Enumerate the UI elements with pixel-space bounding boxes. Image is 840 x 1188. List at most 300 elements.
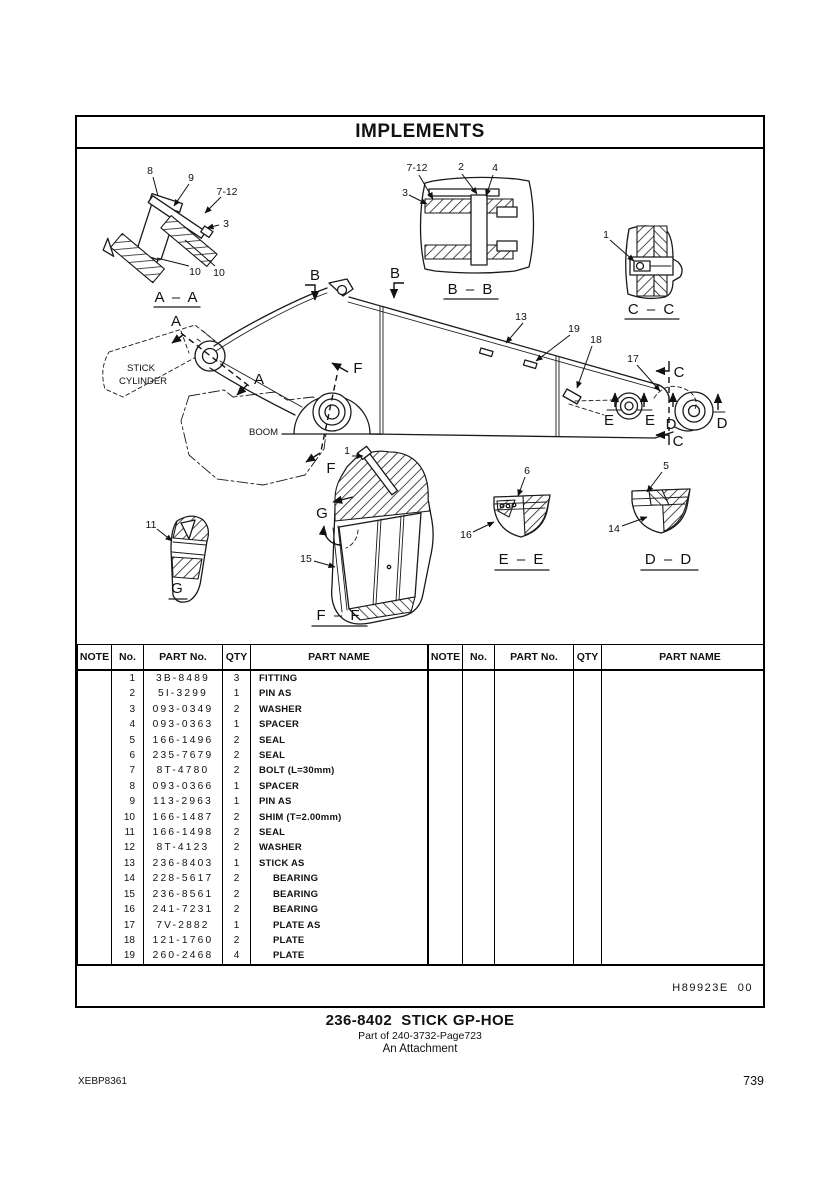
parts-row	[78, 825, 428, 840]
cell-note	[429, 717, 463, 732]
parts-row	[78, 702, 428, 717]
callout-11: 11	[145, 519, 157, 531]
callout-18: 18	[590, 334, 602, 346]
cell-part	[495, 948, 574, 964]
stick-cylinder-label-1: STICK	[127, 363, 155, 374]
cell-no	[463, 763, 495, 778]
cell-part	[495, 856, 574, 871]
cell-part	[495, 702, 574, 717]
cell-name: PLATE	[251, 933, 428, 948]
header-note: NOTE	[429, 645, 463, 670]
cell-note	[429, 686, 463, 701]
parts-row-empty	[429, 670, 764, 686]
cell-qty	[574, 840, 602, 855]
cell-note	[429, 887, 463, 902]
cell-note	[78, 871, 112, 886]
cell-part: 8T-4780	[144, 763, 223, 778]
cell-no	[463, 871, 495, 886]
cell-qty	[574, 779, 602, 794]
cell-name	[602, 887, 764, 902]
cell-qty	[574, 810, 602, 825]
cell-note	[429, 840, 463, 855]
cell-qty: 2	[223, 825, 251, 840]
cell-note	[78, 670, 112, 686]
cell-part	[495, 748, 574, 763]
callout-10a: 10	[189, 266, 201, 278]
callout-8: 8	[147, 165, 153, 177]
cell-name: BEARING	[251, 902, 428, 917]
callout-9: 9	[188, 172, 194, 184]
header-qty: QTY	[574, 645, 602, 670]
cell-name: STICK AS	[251, 856, 428, 871]
section-label-aa: A – A	[154, 289, 200, 306]
cut-letter-d-left: D	[665, 416, 677, 433]
cell-qty	[574, 794, 602, 809]
parts-table-body-left	[78, 670, 428, 964]
cell-note	[429, 902, 463, 917]
cell-qty	[574, 871, 602, 886]
cell-no: 19	[112, 948, 144, 964]
cut-letter-g: G	[316, 505, 328, 522]
cut-letter-c-bottom: C	[672, 433, 684, 450]
cell-qty	[574, 918, 602, 933]
cell-part: 093-0366	[144, 779, 223, 794]
parts-row-empty	[429, 840, 764, 855]
section-aa-drawing	[100, 165, 238, 307]
cell-no: 8	[112, 779, 144, 794]
parts-row-empty	[429, 933, 764, 948]
cell-name	[602, 948, 764, 964]
page-number: 739	[743, 1074, 764, 1088]
cell-name	[602, 794, 764, 809]
cell-no: 5	[112, 733, 144, 748]
cell-name	[602, 748, 764, 763]
cell-no	[463, 840, 495, 855]
parts-row	[78, 918, 428, 933]
parts-tables	[77, 644, 763, 966]
section-ff-drawing	[300, 445, 433, 626]
cell-part	[495, 670, 574, 686]
parts-row-empty	[429, 902, 764, 917]
cell-note	[78, 748, 112, 763]
section-label-ee: E – E	[498, 551, 546, 568]
cell-note	[429, 948, 463, 964]
frame-bottom-strip	[77, 966, 763, 1006]
caption-subtitle: Part of 240-3732-Page723	[358, 1030, 482, 1042]
cell-name: PLATE AS	[251, 918, 428, 933]
cell-qty	[574, 717, 602, 732]
callout-13: 13	[515, 311, 527, 323]
cell-no: 12	[112, 840, 144, 855]
cell-name	[602, 918, 764, 933]
parts-row	[78, 717, 428, 732]
parts-row	[78, 733, 428, 748]
parts-row-empty	[429, 794, 764, 809]
parts-row-empty	[429, 825, 764, 840]
cell-name: WASHER	[251, 702, 428, 717]
cell-no	[463, 902, 495, 917]
cell-part: 166-1496	[144, 733, 223, 748]
cell-no: 9	[112, 794, 144, 809]
cell-qty	[574, 856, 602, 871]
cell-name	[602, 686, 764, 701]
cell-qty	[574, 733, 602, 748]
cell-note	[429, 748, 463, 763]
cell-name: FITTING	[251, 670, 428, 686]
cell-qty: 1	[223, 794, 251, 809]
cell-name: WASHER	[251, 840, 428, 855]
cell-name	[602, 825, 764, 840]
cell-no: 2	[112, 686, 144, 701]
section-bb-drawing	[402, 161, 533, 299]
cell-no: 16	[112, 902, 144, 917]
parts-row-empty	[429, 856, 764, 871]
cell-no: 11	[112, 825, 144, 840]
cell-qty: 1	[223, 856, 251, 871]
cell-note	[429, 670, 463, 686]
section-label-bb: B – B	[447, 281, 495, 298]
cell-note	[429, 856, 463, 871]
section-label-dd: D – D	[644, 551, 694, 568]
cell-name	[602, 840, 764, 855]
cell-qty	[574, 933, 602, 948]
parts-row	[78, 902, 428, 917]
section-g-drawing	[146, 516, 209, 602]
cell-part: 235-7679	[144, 748, 223, 763]
cell-qty: 1	[223, 779, 251, 794]
parts-row	[78, 748, 428, 763]
cell-name	[602, 933, 764, 948]
cell-qty: 2	[223, 887, 251, 902]
parts-row-empty	[429, 702, 764, 717]
parts-table-body-right	[429, 670, 764, 964]
parts-table-header	[429, 645, 764, 670]
caption-block	[0, 1012, 840, 1055]
callout-10b: 10	[213, 267, 225, 279]
cell-name: SEAL	[251, 733, 428, 748]
cell-qty: 2	[223, 702, 251, 717]
parts-row	[78, 948, 428, 964]
cell-part: 166-1487	[144, 810, 223, 825]
stick-cylinder-label-2: CYLINDER	[119, 376, 168, 387]
cell-note	[78, 779, 112, 794]
cell-qty	[574, 902, 602, 917]
cut-letter-a-top: A	[170, 313, 182, 330]
cell-note	[429, 933, 463, 948]
doc-code: XEBP8361	[78, 1076, 127, 1087]
section-label-g: G	[171, 580, 185, 597]
section-cc-drawing	[603, 226, 682, 319]
callout-7-12: 7-12	[406, 162, 428, 174]
cell-name	[602, 871, 764, 886]
cell-note	[78, 825, 112, 840]
callout-15: 15	[300, 553, 312, 565]
cell-part	[495, 733, 574, 748]
cell-no: 10	[112, 810, 144, 825]
cell-name: BOLT (L=30mm)	[251, 763, 428, 778]
callout-2: 2	[458, 161, 464, 173]
cell-qty: 2	[223, 902, 251, 917]
parts-row-empty	[429, 887, 764, 902]
cell-part	[495, 763, 574, 778]
cell-no	[463, 887, 495, 902]
cell-qty	[574, 825, 602, 840]
cell-part	[495, 887, 574, 902]
cell-no: 1	[112, 670, 144, 686]
cell-qty	[574, 887, 602, 902]
cell-name: PIN AS	[251, 686, 428, 701]
cell-part	[495, 717, 574, 732]
cell-name: BEARING	[251, 887, 428, 902]
header-part-no: PART No.	[495, 645, 574, 670]
cell-qty: 4	[223, 948, 251, 964]
cell-no	[463, 948, 495, 964]
cell-qty: 2	[223, 763, 251, 778]
callout-3: 3	[223, 218, 229, 230]
cell-no: 18	[112, 933, 144, 948]
cell-no: 14	[112, 871, 144, 886]
cell-part	[495, 686, 574, 701]
cell-name	[602, 763, 764, 778]
cell-part	[495, 840, 574, 855]
cell-part: 5I-3299	[144, 686, 223, 701]
header-part-no: PART No.	[144, 645, 223, 670]
cut-letter-b-left: B	[309, 267, 321, 284]
header-qty: QTY	[223, 645, 251, 670]
cell-note	[78, 763, 112, 778]
cell-qty: 2	[223, 810, 251, 825]
cell-name	[602, 856, 764, 871]
header-note: NOTE	[78, 645, 112, 670]
parts-table-right	[428, 645, 763, 964]
cell-note	[429, 733, 463, 748]
cell-part: 121-1760	[144, 933, 223, 948]
parts-row	[78, 933, 428, 948]
parts-row	[78, 763, 428, 778]
parts-row-empty	[429, 779, 764, 794]
cell-name: BEARING	[251, 871, 428, 886]
parts-row-empty	[429, 871, 764, 886]
callout-16: 16	[460, 529, 472, 541]
callout-1: 1	[344, 445, 350, 457]
callout-4: 4	[492, 162, 498, 174]
header-no: No.	[112, 645, 144, 670]
cell-qty: 1	[223, 686, 251, 701]
cell-no	[463, 670, 495, 686]
cell-qty	[574, 948, 602, 964]
cell-no	[463, 748, 495, 763]
cell-note	[78, 686, 112, 701]
cell-qty	[574, 748, 602, 763]
parts-row	[78, 670, 428, 686]
parts-row-empty	[429, 918, 764, 933]
cut-letter-e-right: E	[644, 412, 656, 429]
cell-note	[78, 887, 112, 902]
cell-no	[463, 933, 495, 948]
cell-part: 228-5617	[144, 871, 223, 886]
parts-row	[78, 887, 428, 902]
header-part-name: PART NAME	[251, 645, 428, 670]
cell-no: 3	[112, 702, 144, 717]
cell-no	[463, 810, 495, 825]
caption-note: An Attachment	[382, 1043, 458, 1055]
cut-letter-b-right: B	[389, 265, 401, 282]
cell-qty: 2	[223, 871, 251, 886]
callout-5: 5	[663, 460, 669, 472]
parts-row-empty	[429, 763, 764, 778]
parts-row	[78, 810, 428, 825]
callout-6: 6	[524, 465, 530, 477]
cell-qty: 2	[223, 733, 251, 748]
cell-no	[463, 918, 495, 933]
cell-part	[495, 933, 574, 948]
cell-part	[495, 794, 574, 809]
header-no: No.	[463, 645, 495, 670]
cell-note	[78, 918, 112, 933]
parts-row-empty	[429, 748, 764, 763]
cell-part: 113-2963	[144, 794, 223, 809]
cell-qty: 2	[223, 840, 251, 855]
cell-note	[429, 763, 463, 778]
cell-no	[463, 856, 495, 871]
callout-17: 17	[627, 353, 639, 365]
parts-row	[78, 794, 428, 809]
cell-qty	[574, 702, 602, 717]
cell-part: 166-1498	[144, 825, 223, 840]
cell-no: 7	[112, 763, 144, 778]
cell-note	[78, 948, 112, 964]
cell-part	[495, 871, 574, 886]
section-dd-drawing	[608, 460, 698, 570]
boom-label: BOOM	[249, 427, 279, 438]
cell-note	[78, 794, 112, 809]
cell-note	[78, 733, 112, 748]
parts-table-left	[77, 645, 428, 964]
cell-no: 4	[112, 717, 144, 732]
cell-qty	[574, 686, 602, 701]
cell-name	[602, 670, 764, 686]
cut-letter-d-right: D	[716, 415, 728, 432]
diagram-area	[77, 149, 763, 644]
cell-note	[429, 702, 463, 717]
cell-name	[602, 733, 764, 748]
cell-qty: 3	[223, 670, 251, 686]
cell-no	[463, 702, 495, 717]
cell-qty: 2	[223, 933, 251, 948]
parts-row-empty	[429, 686, 764, 701]
section-label-cc: C – C	[627, 301, 677, 318]
cut-letter-f-top: F	[353, 360, 363, 377]
cell-no	[463, 686, 495, 701]
cell-note	[78, 840, 112, 855]
cell-name	[602, 702, 764, 717]
cell-note	[429, 810, 463, 825]
callout-19: 19	[568, 323, 580, 335]
cell-name: SPACER	[251, 717, 428, 732]
parts-row	[78, 779, 428, 794]
cell-part: 093-0363	[144, 717, 223, 732]
cell-name: PIN AS	[251, 794, 428, 809]
cell-no: 15	[112, 887, 144, 902]
callout-1: 1	[603, 229, 609, 241]
cell-no	[463, 733, 495, 748]
parts-row-empty	[429, 810, 764, 825]
cell-note	[78, 902, 112, 917]
cell-no: 13	[112, 856, 144, 871]
page-title: IMPLEMENTS	[77, 117, 763, 149]
cell-note	[429, 871, 463, 886]
section-label-ff: F – F	[316, 607, 362, 624]
cut-letter-a-bottom: A	[253, 371, 265, 388]
cell-part	[495, 810, 574, 825]
cell-part: 3B-8489	[144, 670, 223, 686]
cell-no	[463, 717, 495, 732]
cell-no	[463, 794, 495, 809]
cell-part: 260-2468	[144, 948, 223, 964]
parts-diagram	[77, 149, 767, 644]
cell-note	[429, 918, 463, 933]
cell-name: SPACER	[251, 779, 428, 794]
cell-part	[495, 779, 574, 794]
cell-part: 236-8561	[144, 887, 223, 902]
cell-no: 6	[112, 748, 144, 763]
cell-note	[429, 794, 463, 809]
cell-name: SEAL	[251, 748, 428, 763]
cell-qty	[574, 763, 602, 778]
cell-part: 236-8403	[144, 856, 223, 871]
parts-row	[78, 856, 428, 871]
parts-row	[78, 871, 428, 886]
cell-name: PLATE	[251, 948, 428, 964]
cell-qty: 2	[223, 748, 251, 763]
cell-note	[78, 810, 112, 825]
cell-part: 7V-2882	[144, 918, 223, 933]
parts-row	[78, 686, 428, 701]
cell-note	[78, 702, 112, 717]
drawing-frame	[75, 115, 765, 1008]
cell-qty: 1	[223, 918, 251, 933]
cell-qty: 1	[223, 717, 251, 732]
callout-14: 14	[608, 523, 620, 535]
drawing-number: H89923E 00	[672, 982, 753, 994]
cell-part: 241-7231	[144, 902, 223, 917]
cell-no: 17	[112, 918, 144, 933]
cell-note	[429, 779, 463, 794]
parts-row	[78, 840, 428, 855]
cell-note	[78, 856, 112, 871]
cell-name	[602, 902, 764, 917]
cell-part	[495, 902, 574, 917]
cell-qty	[574, 670, 602, 686]
cell-name	[602, 717, 764, 732]
cut-letter-e-left: E	[603, 412, 615, 429]
cell-part: 8T-4123	[144, 840, 223, 855]
cell-name	[602, 779, 764, 794]
cell-part	[495, 825, 574, 840]
callout-3: 3	[402, 187, 408, 199]
parts-table-header	[78, 645, 428, 670]
cell-part: 093-0349	[144, 702, 223, 717]
cell-part	[495, 918, 574, 933]
cell-note	[429, 825, 463, 840]
cut-letter-f-bottom: F	[326, 460, 336, 477]
cell-name: SHIM (T=2.00mm)	[251, 810, 428, 825]
parts-row-empty	[429, 717, 764, 732]
cell-note	[78, 717, 112, 732]
section-ee-drawing	[460, 465, 550, 570]
cell-no	[463, 825, 495, 840]
cell-name	[602, 810, 764, 825]
